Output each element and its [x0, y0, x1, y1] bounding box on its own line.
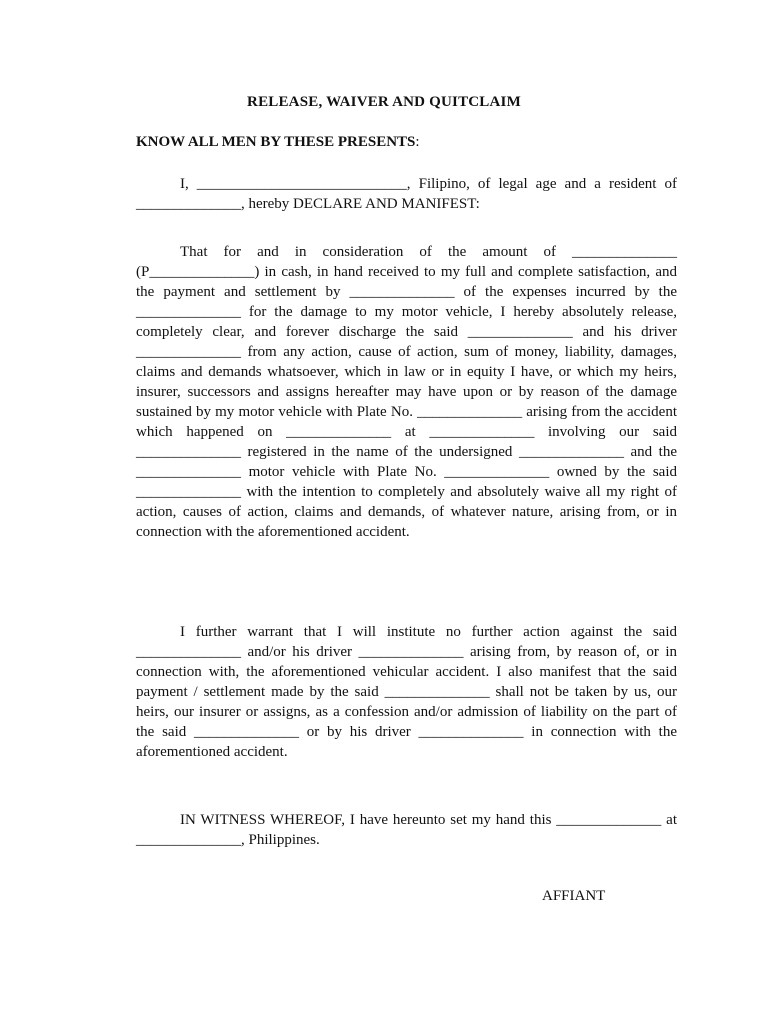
document-heading — [136, 134, 420, 151]
heading-text: KNOW ALL MEN BY THESE PRESENTS — [136, 134, 416, 150]
paragraph-declaration: I, ____________________________, Filipino, of legal age and a resident of ______________, hereby DECLARE AND MANIFEST: — [136, 176, 677, 212]
paragraph-consideration: That for and in consideration of the amount of ______________ (P______________) in cash, in hand received to my full and complete satisfaction, and the payment and settlement by ______________ of the expenses incurred by the ______________ for the damage to my motor vehicle, I hereby absolutely release, completely clear, and forever discharge the said ______________ and his driver ______________ from any action, cause of action, sum of money, liability, damages, claims and demands whatsoever, which in law or in equity I have, or which my heirs, insurer, successors and assigns hereafter may have upon or by reason of the damage sustained by my motor vehicle with Plate No. ______________ arising from the accident which happened on ______________ at ______________ involving our said ______________ registered in the name of the undersigned ______________ and the ______________ motor vehicle with Plate No. ______________ owned by the said ______________ with the intention to completely and absolutely waive all my right of action, causes of action, claims and demands, of whatever nature, arising from, or in connection with the aforementioned accident. — [136, 244, 677, 540]
document-title: RELEASE, WAIVER AND QUITCLAIM — [247, 94, 521, 110]
paragraph-warranty: I further warrant that I will institute no further action against the said ______________ and/or his driver ______________ arising from, by reason of, or in connection with, the aforementioned vehicular accident. I also manifest that the said payment / settlement made by the said ______________ shall not be taken by us, our heirs, our insurer or assigns, as a confession and/or admission of liability on the part of the said ______________ or by his driver ______________ in connection with the aforementioned accident. — [136, 624, 677, 760]
affiant-label: AFFIANT — [542, 888, 606, 904]
paragraph-witness: IN WITNESS WHEREOF, I have hereunto set my hand this ______________ at ______________, Philippines. — [136, 812, 677, 848]
heading-colon: : — [415, 134, 420, 150]
